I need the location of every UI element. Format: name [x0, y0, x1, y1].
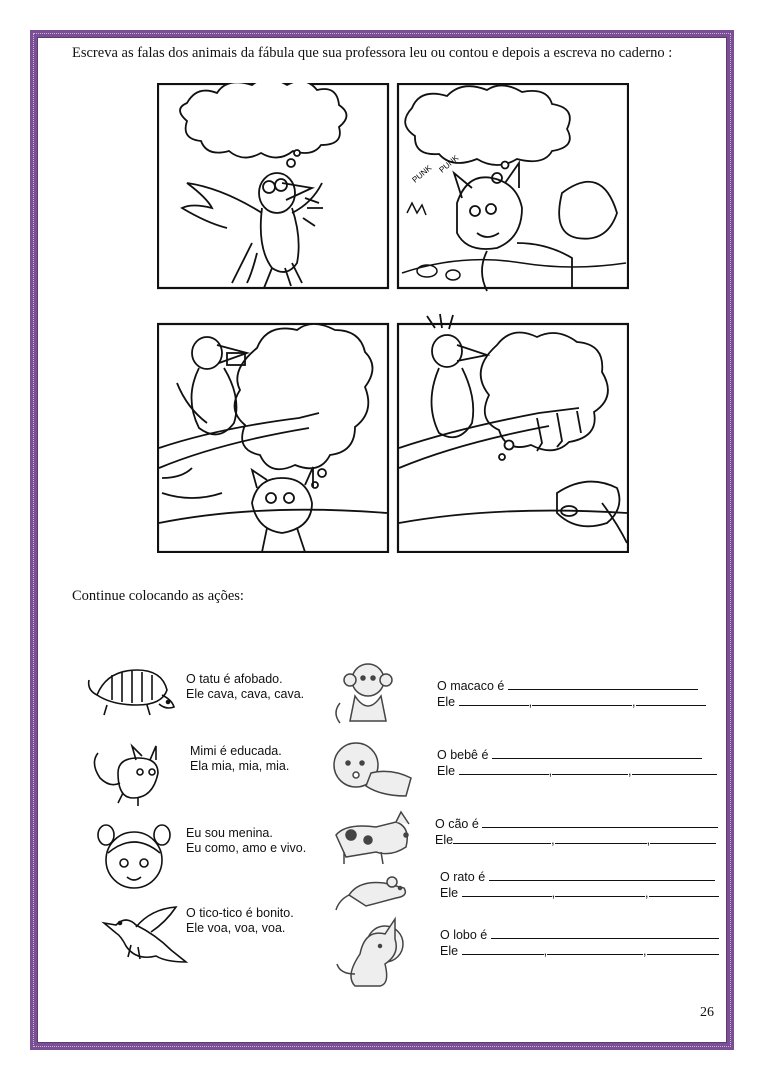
exercise-4-action-1-blank[interactable]	[462, 884, 552, 897]
panel-4-speech-cloud	[481, 333, 608, 461]
example-4-line1: O tico-tico é bonito.	[186, 906, 294, 920]
cat-icon	[88, 738, 168, 808]
exercise-2-action-3-blank[interactable]	[632, 762, 717, 775]
section-title-actions: Continue colocando as ações:	[72, 588, 244, 604]
panel-1-speech-cloud	[180, 83, 347, 167]
exercise-5-action-2-blank[interactable]	[547, 942, 643, 955]
exercise-1-prompt: O macaco é	[437, 679, 505, 693]
example-1-line1: O tatu é afobado.	[186, 672, 283, 686]
sfx-punk-1: PUNK	[410, 163, 434, 185]
exercise-3-action-1-blank[interactable]	[453, 831, 551, 844]
page-number: 26	[700, 1005, 714, 1020]
bird-icon	[96, 905, 192, 967]
rat-icon	[334, 870, 414, 912]
exercise-3-prompt: O cão é	[435, 817, 479, 831]
exercise-5-action-1-blank[interactable]	[462, 942, 544, 955]
monkey-icon	[330, 658, 410, 726]
fox-icon	[454, 163, 617, 291]
exercise-2-pronoun: Ele	[437, 764, 456, 778]
exercise-4-action-3-blank[interactable]	[649, 884, 719, 897]
exercise-2-action-2-blank[interactable]	[552, 762, 628, 775]
baby-icon	[326, 733, 416, 801]
panel-3-speech-cloud	[235, 324, 373, 488]
exercise-4-action-2-blank[interactable]	[555, 884, 645, 897]
exercise-3-pronoun: Ele	[435, 833, 454, 847]
exercise-1-action-2-blank[interactable]	[532, 693, 632, 706]
sfx-punk-2: PUNK	[437, 153, 461, 175]
exercise-2-adjective-blank[interactable]	[492, 746, 702, 759]
armadillo-icon	[82, 660, 180, 720]
fox-running-icon	[557, 482, 627, 543]
crow-icon	[182, 173, 323, 288]
panel-2-ground	[402, 203, 626, 280]
exercise-1-action-1-blank[interactable]	[459, 693, 529, 706]
exercise-5-action-3-blank[interactable]	[647, 942, 719, 955]
exercise-2-prompt: O bebê é	[437, 748, 489, 762]
example-1-line2: Ele cava, cava, cava.	[186, 687, 305, 701]
exercise-4-adjective-blank[interactable]	[489, 868, 715, 881]
example-2-line2: Ela mia, mia, mia.	[190, 759, 290, 773]
exercise-3-adjective-blank[interactable]	[482, 815, 718, 828]
example-3-line1: Eu sou menina.	[186, 826, 273, 840]
example-4-line2: Ele voa, voa, voa.	[186, 921, 286, 935]
exercise-5-adjective-blank[interactable]	[491, 926, 719, 939]
instruction-text: Escreva as falas dos animais da fábula que sua professora leu ou contou e depois a escreva no caderno :	[72, 45, 673, 61]
exercise-3-action-2-blank[interactable]	[555, 831, 647, 844]
exercise-1-pronoun: Ele	[437, 695, 456, 709]
example-2-line1: Mimi é educada.	[190, 744, 282, 758]
exercise-1-action-3-blank[interactable]	[636, 693, 706, 706]
exercise-2-action-1-blank[interactable]	[459, 762, 549, 775]
dog-icon	[326, 810, 420, 868]
crow-with-cheese-icon	[177, 337, 247, 434]
example-3-line2: Eu como, amo e vivo.	[186, 841, 307, 855]
exercise-3-action-3-blank[interactable]	[650, 831, 716, 844]
exercise-1-adjective-blank[interactable]	[508, 677, 698, 690]
exercise-5-prompt: O lobo é	[440, 928, 488, 942]
girl-icon	[94, 815, 174, 900]
exercise-4-pronoun: Ele	[440, 886, 459, 900]
wolf-icon	[330, 914, 410, 988]
exercise-4-prompt: O rato é	[440, 870, 486, 884]
comic-strip	[157, 83, 629, 553]
crow-sad-icon	[427, 314, 487, 437]
exercise-5-pronoun: Ele	[440, 944, 459, 958]
